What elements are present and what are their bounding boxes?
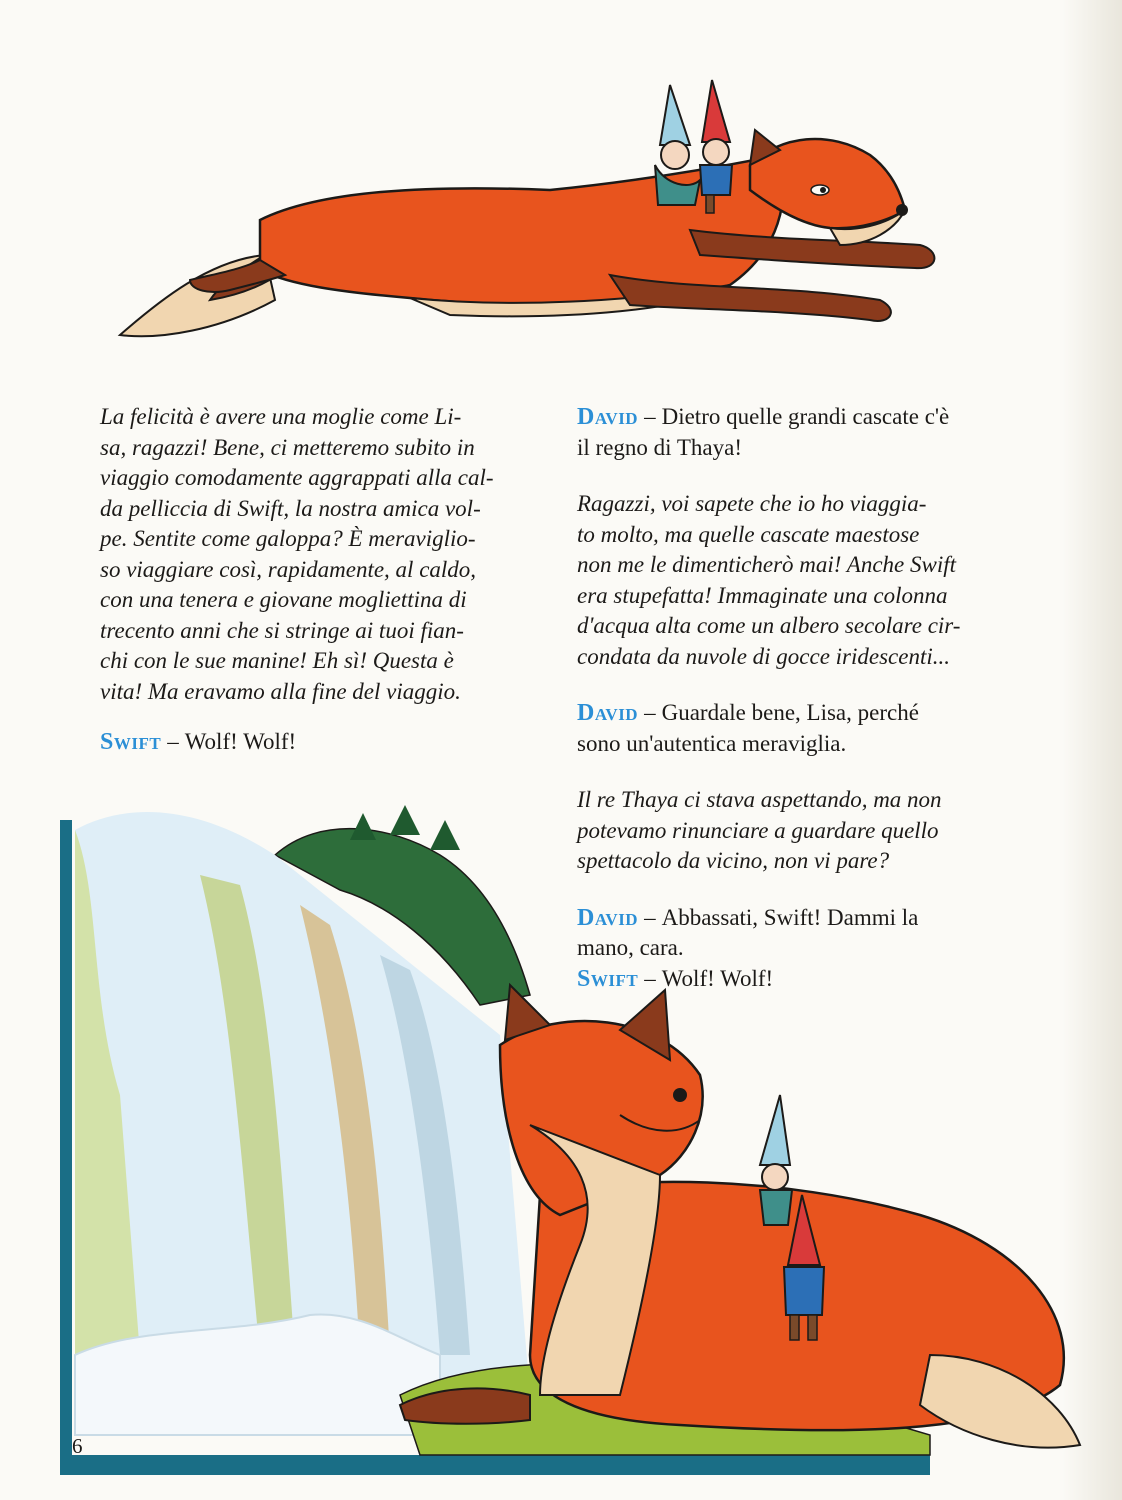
dialogue-dash: – [644,965,656,991]
text-line: condata da nuvole di gocce iridescenti... [577,643,951,669]
text-line: con una tenera e giovane mogliettina di [100,587,467,612]
text-line: non me le dimenticherò mai! Anche Swift [577,552,956,577]
dialogue-text: mano, cara. [577,935,684,960]
page-number: 6 [72,1434,83,1458]
dialogue-text: Wolf! Wolf! [661,965,774,991]
dialogue-dash: – [644,700,656,725]
text-line: Il re Thaya ci stava aspettando, ma non [577,787,942,812]
narration-paragraph [100,402,562,707]
dialogue-text: Dietro quelle grandi cascate c'è [661,404,950,429]
text-line: to molto, ma quelle cascate maestose [577,521,920,547]
text-line: da pelliccia di Swift, la nostra amica vol- [100,495,481,521]
gnome-david [700,80,732,213]
gnome-lisa [655,85,700,205]
text-line: so viaggiare così, rapidamente, al caldo, [100,556,477,582]
text-line: era stupefatta! Immaginate una colonna [577,582,948,608]
dialogue-dash: – [644,904,656,930]
speaker-name: Swift [100,729,162,755]
text-line: potevamo rinunciare a guardare quello [577,817,939,843]
dialogue-text: il regno di Thaya! [577,434,742,460]
waterfall-fox-illustration [60,795,1100,1475]
text-line: La felicità è avere una moglie come Li- [100,404,462,429]
text-line: viaggio comodamente aggrappati alla cal- [100,465,494,490]
dialogue-text: sono un'autentica meraviglia. [577,730,847,756]
text-line: pe. Sentite come galoppa? È meraviglio- [100,526,476,551]
speaker-name: David [577,404,639,430]
speaker-name: Swift [577,965,639,992]
text-line: chi con le sue manine! Eh sì! Questa è [100,648,454,673]
fox-running-illustration [90,70,950,380]
text-line: spettacolo da vicino, non vi pare? [577,848,890,873]
dialogue-david-1 [577,402,1032,463]
speaker-name: David [577,904,639,931]
dialogue-text: Abbassati, Swift! Dammi la [661,904,919,930]
dialogue-swift [100,727,562,758]
narration-paragraph [577,489,1032,672]
text-line: trecento anni che si stringe ai tuoi fian- [100,617,464,643]
dialogue-david-2 [577,698,1032,759]
left-text-column [100,402,562,758]
gnome-lisa [760,1095,792,1225]
dialogue-text: Wolf! Wolf! [184,729,297,754]
speaker-name: David [577,700,639,726]
dialogue-dash: – [167,729,179,754]
text-line: Ragazzi, voi sapete che io ho viaggia- [577,491,927,516]
text-line: sa, ragazzi! Bene, ci metteremo subito in [100,434,475,460]
text-line: vita! Ma eravamo alla fine del viaggio. [100,678,461,704]
text-line: d'acqua alta come un albero secolare cir- [577,613,961,638]
dialogue-dash: – [644,404,656,429]
dialogue-text: Guardale bene, Lisa, perché [661,700,919,725]
